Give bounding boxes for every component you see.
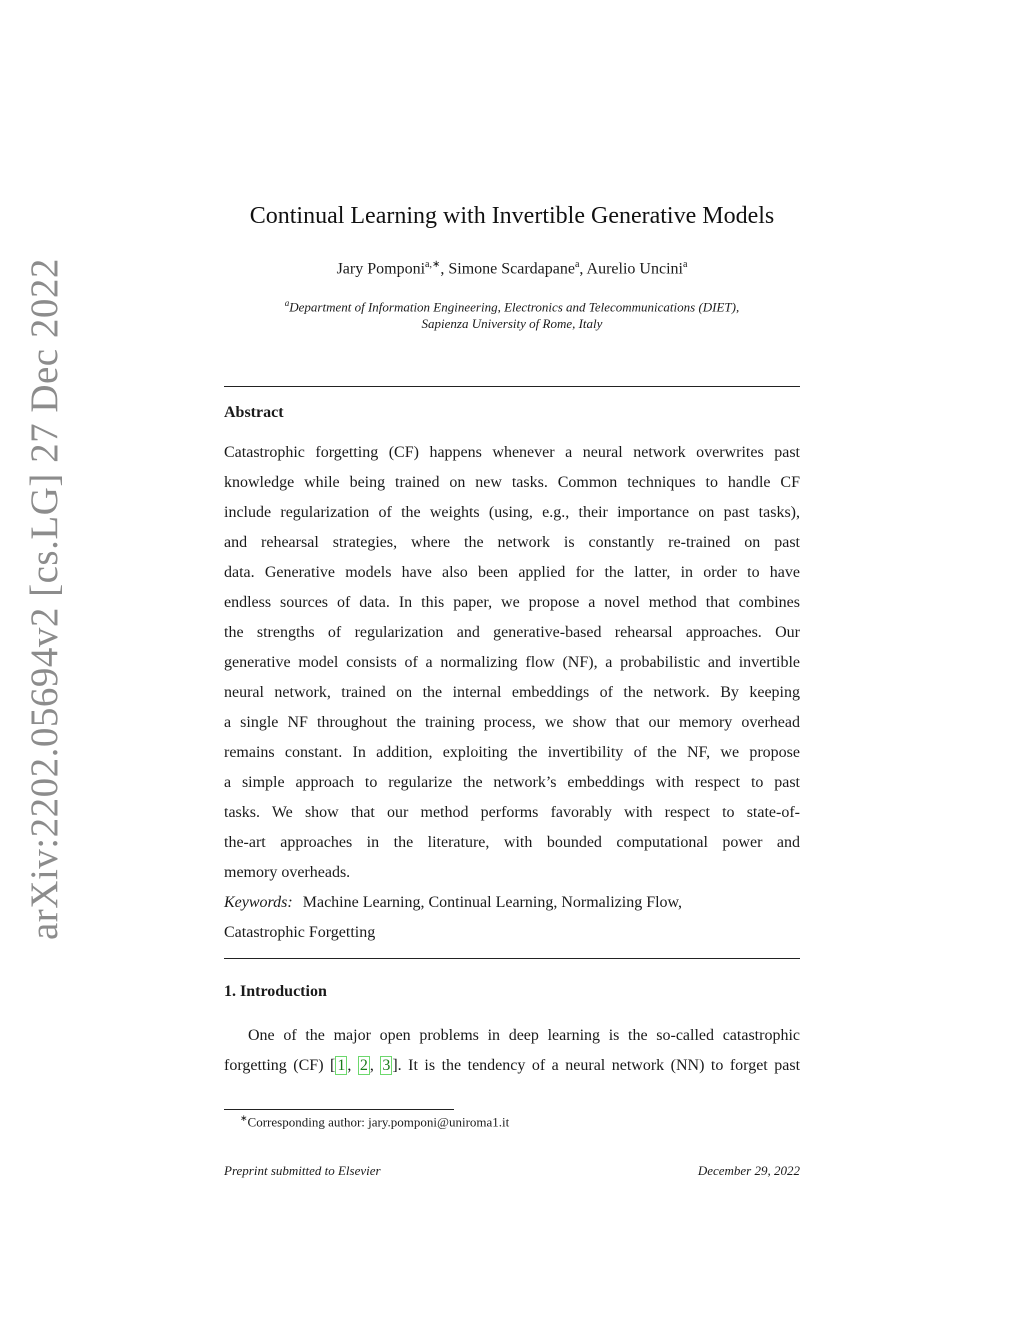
paper-title: Continual Learning with Invertible Generative Models xyxy=(249,203,775,229)
abstract-line: knowledge while being trained on new tasks. Common techniques to handle CF xyxy=(224,474,800,491)
abstract-body xyxy=(224,438,800,948)
keywords-text: Catastrophic Forgetting xyxy=(224,924,376,941)
abstract-top-rule xyxy=(224,386,800,387)
footnote-rule xyxy=(224,1109,454,1110)
arxiv-identifier-stamp: arXiv:2202.05694v2 [cs.LG] 27 Dec 2022 xyxy=(23,258,66,940)
abstract-bottom-rule xyxy=(224,958,800,959)
abstract-line: generative model consists of a normalizing flow (NF), a probabilistic and invertible xyxy=(224,654,800,671)
affiliation-mark: a xyxy=(284,298,290,308)
abstract-line: endless sources of data. In this paper, we propose a novel method that combines xyxy=(224,594,800,611)
section-heading-introduction: 1. Introduction xyxy=(224,983,327,1000)
abstract-line: and rehearsal strategies, where the network is constantly re-trained on past xyxy=(224,534,800,551)
abstract-line: a simple approach to regularize the network’s embeddings with respect to past xyxy=(224,774,800,791)
author-name: Jary Pomponi xyxy=(336,260,426,278)
abstract-line: the strengths of regularization and generative-based rehearsal approaches. Our xyxy=(224,624,800,641)
author-name: Aurelio Uncini xyxy=(586,260,683,278)
keywords-text: Machine Learning, Continual Learning, Normalizing Flow, xyxy=(302,894,683,911)
abstract-line: the-art approaches in the literature, with bounded computational power and xyxy=(224,834,800,851)
abstract-heading: Abstract xyxy=(224,404,284,421)
intro-line: One of the major open problems in deep learning is the so-called catastrophic xyxy=(248,1027,800,1044)
abstract-line: Catastrophic forgetting (CF) happens whenever a neural network overwrites past xyxy=(224,444,800,461)
keywords-line xyxy=(224,888,800,918)
abstract-line: neural network, trained on the internal embeddings of the network. By keeping xyxy=(224,684,800,701)
author-mark: a xyxy=(574,259,580,270)
author-list: Jary Pomponi$^{a,∗}$, Simone Scardapane$^a$, Aurelio Uncini$^a$ xyxy=(336,259,688,278)
author-mark: a,∗ xyxy=(425,259,441,270)
abstract-line: tasks. We show that our method performs favorably with respect to state-of- xyxy=(224,804,800,821)
footnote-mark: ∗ xyxy=(240,1113,248,1123)
introduction-body xyxy=(224,1021,800,1081)
citation-link[interactable]: 2 xyxy=(359,1057,368,1074)
affiliation-line: Sapienza University of Rome, Italy xyxy=(421,316,603,332)
abstract-line: data. Generative models have also been applied for the latter, in order to have xyxy=(224,564,800,581)
affiliation xyxy=(224,295,800,332)
citation-link[interactable]: 3 xyxy=(382,1057,391,1074)
abstract-line: memory overheads. xyxy=(224,864,351,881)
preprint-note: Preprint submitted to Elsevier xyxy=(224,1163,381,1178)
footnote xyxy=(240,1113,509,1130)
footnote-text: Corresponding author: jary.pomponi@uniroma1.it xyxy=(247,1114,510,1130)
affiliation-line: Department of Information Engineering, Electronics and Telecommunications (DIET), xyxy=(289,299,740,315)
citation-link[interactable]: 1 xyxy=(337,1057,346,1074)
abstract-line: remains constant. In addition, exploiting the invertibility of the NF, we propose xyxy=(224,744,800,761)
author-name: Simone Scardapane xyxy=(448,260,575,278)
preprint-date: December 29, 2022 xyxy=(697,1163,800,1178)
abstract-line: a single NF throughout the training process, we show that our memory overhead xyxy=(224,714,800,731)
keywords-label: Keywords: xyxy=(224,894,293,911)
abstract-line: include regularization of the weights (using, e.g., their importance on past tasks), xyxy=(224,504,800,521)
intro-text: ]. It is the tendency of a neural network (NN) to forget past xyxy=(392,1057,801,1074)
intro-text: forgetting (CF) [ xyxy=(224,1057,336,1074)
author-mark: a xyxy=(682,259,688,270)
intro-line: forgetting (CF) [ 1 , 2 , 3 ]. It is the tendency of a neural network (NN) to forget past xyxy=(224,1057,801,1074)
